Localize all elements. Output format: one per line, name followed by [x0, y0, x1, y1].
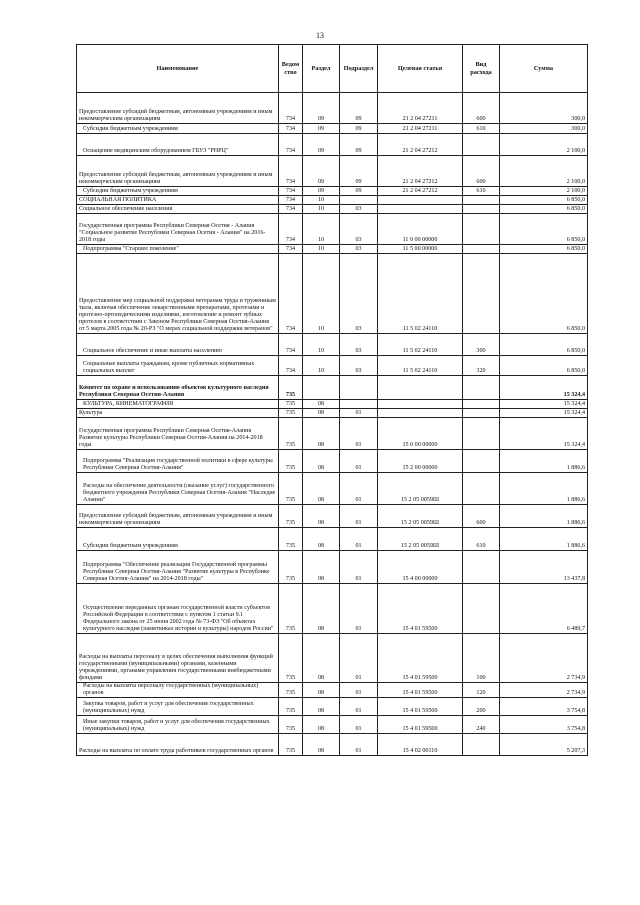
row-name-cell: Социальное обеспечение и иные выплаты населению: [77, 334, 279, 356]
row-name-cell: КУЛЬТУРА, КИНЕМАТОГРАФИЯ: [77, 400, 279, 409]
row-target-cell: 15 4 01 59500: [378, 634, 463, 683]
row-subsection-cell: 01: [340, 634, 378, 683]
table-row: [77, 245, 588, 254]
row-subsection-cell: 01: [340, 528, 378, 551]
row-name-cell: Социальное обеспечение населения: [77, 205, 279, 214]
row-sum-cell: 6 850,0: [500, 356, 588, 376]
row-name-cell: Государственная программа Республики Северная Осетия-Алания Развитие культуры Республики Северная Осетия-Алания на 2014-2018 годы: [77, 418, 279, 450]
row-dept-cell: 734: [279, 187, 303, 196]
row-sum-cell: 6 850,0: [500, 196, 588, 205]
row-section-cell: 08: [303, 584, 340, 634]
row-subsection-cell: 09: [340, 187, 378, 196]
row-dept-cell: 734: [279, 214, 303, 245]
header-section: Раздел: [303, 45, 340, 93]
row-name-cell: Закупка товаров, работ и услуг для обеспечения государственных (муниципальных) нужд: [77, 698, 279, 716]
row-dept-cell: 735: [279, 450, 303, 473]
row-exp-type-cell: [463, 245, 500, 254]
header-name: Наименование: [77, 45, 279, 93]
row-dept-cell: 735: [279, 734, 303, 756]
row-target-cell: 15 4 01 59500: [378, 683, 463, 698]
row-name-cell: Расходы на выплаты персоналу в целях обеспечения выполнения функций государственными (муниципальными) органами, казенными учреждениями, органами управления государственными внебюджетными фондами: [77, 634, 279, 683]
row-section-cell: 09: [303, 134, 340, 156]
row-exp-type-cell: [463, 450, 500, 473]
table-row: [77, 356, 588, 376]
row-dept-cell: 735: [279, 584, 303, 634]
row-section-cell: 10: [303, 196, 340, 205]
header-sum: Сумма: [500, 45, 588, 93]
row-dept-cell: 735: [279, 716, 303, 734]
row-sum-cell: 2 734,9: [500, 634, 588, 683]
row-dept-cell: 735: [279, 505, 303, 528]
row-dept-cell: 734: [279, 124, 303, 134]
row-dept-cell: 735: [279, 376, 303, 400]
table-row: [77, 551, 588, 584]
table-row: [77, 376, 588, 400]
row-sum-cell: 1 886,6: [500, 505, 588, 528]
row-section-cell: [303, 376, 340, 400]
row-exp-type-cell: [463, 214, 500, 245]
row-section-cell: 08: [303, 528, 340, 551]
row-subsection-cell: 09: [340, 156, 378, 187]
row-subsection-cell: 01: [340, 584, 378, 634]
row-sum-cell: 1 886,6: [500, 473, 588, 505]
table-row: [77, 473, 588, 505]
row-target-cell: 11 5 00 00000: [378, 245, 463, 254]
row-name-cell: Государственная программа Республики Северная Осетия - Алания "Социальное развитие Республики Северная Осетия - Алания" на 2016-2018 годы: [77, 214, 279, 245]
row-exp-type-cell: [463, 400, 500, 409]
row-sum-cell: 6 850,0: [500, 254, 588, 334]
table-row: [77, 334, 588, 356]
row-dept-cell: 735: [279, 473, 303, 505]
row-name-cell: Подпрограмма "Обеспечение реализации Государственной программы Республики Северная Осетия-Алания "Развитие культуры в Республике Северная Осетия-Алания" на 2014-2018 годы": [77, 551, 279, 584]
row-sum-cell: 6 850,0: [500, 205, 588, 214]
row-name-cell: Расходы на обеспечение деятельности (оказание услуг) государственного бюджетного учреждения Республики Северная Осетия-Алания "Наследие Алании": [77, 473, 279, 505]
row-exp-type-cell: [463, 134, 500, 156]
row-name-cell: Субсидии бюджетным учреждениям: [77, 528, 279, 551]
row-dept-cell: 734: [279, 196, 303, 205]
header-exp-type: Вид расхода: [463, 45, 500, 93]
row-section-cell: 10: [303, 245, 340, 254]
header-subsection: Подраздел: [340, 45, 378, 93]
row-subsection-cell: 03: [340, 334, 378, 356]
row-name-cell: Подпрограмма "Реализация государственной политики в сфере культуры Республики Северная Осетия-Алания": [77, 450, 279, 473]
row-sum-cell: 13 437,8: [500, 551, 588, 584]
row-dept-cell: 735: [279, 418, 303, 450]
row-section-cell: 09: [303, 93, 340, 124]
row-name-cell: Предоставление субсидий бюджетным, автономным учреждениям и иным некоммерческим организациям: [77, 156, 279, 187]
row-section-cell: 08: [303, 716, 340, 734]
table-row: [77, 418, 588, 450]
row-sum-cell: 1 886,6: [500, 450, 588, 473]
row-subsection-cell: 01: [340, 698, 378, 716]
row-exp-type-cell: 600: [463, 505, 500, 528]
row-subsection-cell: 01: [340, 716, 378, 734]
row-target-cell: 21 2 04 27211: [378, 124, 463, 134]
table-row: [77, 409, 588, 418]
row-target-cell: 11 5 02 24110: [378, 334, 463, 356]
row-sum-cell: 300,0: [500, 124, 588, 134]
row-section-cell: 10: [303, 334, 340, 356]
table-row: [77, 734, 588, 756]
row-name-cell: Осуществление переданных органам государственной власти субъектов Российской Федерации в соответствии с пунктом 1 статьи 9.1 Федерального закона от 25 июня 2002 года № 73-ФЗ "Об объектах культурного наследия (памятниках истории и культуры) народов России": [77, 584, 279, 634]
row-target-cell: 15 4 01 59500: [378, 698, 463, 716]
row-name-cell: Подпрограмма "Старшее поколение": [77, 245, 279, 254]
row-target-cell: 21 2 04 27212: [378, 187, 463, 196]
row-subsection-cell: 01: [340, 409, 378, 418]
row-subsection-cell: 01: [340, 734, 378, 756]
row-dept-cell: 734: [279, 334, 303, 356]
row-subsection-cell: 01: [340, 473, 378, 505]
row-subsection-cell: 01: [340, 683, 378, 698]
table-row: [77, 254, 588, 334]
table-row: [77, 683, 588, 698]
row-sum-cell: 300,0: [500, 93, 588, 124]
table-row: [77, 698, 588, 716]
row-target-cell: 15 0 00 00000: [378, 418, 463, 450]
row-target-cell: 15 4 01 59500: [378, 584, 463, 634]
table-row: [77, 584, 588, 634]
row-section-cell: 10: [303, 214, 340, 245]
row-exp-type-cell: 300: [463, 334, 500, 356]
row-exp-type-cell: [463, 254, 500, 334]
row-exp-type-cell: [463, 734, 500, 756]
row-sum-cell: 6 850,0: [500, 334, 588, 356]
row-exp-type-cell: [463, 409, 500, 418]
row-target-cell: 15 4 00 00000: [378, 551, 463, 584]
row-dept-cell: 734: [279, 245, 303, 254]
row-target-cell: 11 5 02 24110: [378, 356, 463, 376]
row-exp-type-cell: [463, 551, 500, 584]
row-subsection-cell: 03: [340, 214, 378, 245]
row-exp-type-cell: [463, 473, 500, 505]
row-subsection-cell: 01: [340, 551, 378, 584]
table-row: [77, 400, 588, 409]
row-subsection-cell: 03: [340, 205, 378, 214]
row-target-cell: 21 2 04 27212: [378, 156, 463, 187]
row-exp-type-cell: 200: [463, 698, 500, 716]
row-section-cell: 08: [303, 698, 340, 716]
row-name-cell: Субсидии бюджетным учреждениям: [77, 124, 279, 134]
row-section-cell: 08: [303, 683, 340, 698]
row-subsection-cell: [340, 376, 378, 400]
row-name-cell: Иные закупки товаров, работ и услуг для обеспечения государственных (муниципальных) нужд: [77, 716, 279, 734]
row-dept-cell: 735: [279, 409, 303, 418]
row-dept-cell: 734: [279, 205, 303, 214]
row-dept-cell: 734: [279, 254, 303, 334]
table-row: [77, 205, 588, 214]
row-sum-cell: 15 324,4: [500, 400, 588, 409]
table-row: [77, 214, 588, 245]
row-section-cell: 09: [303, 187, 340, 196]
row-name-cell: Расходы на выплаты по оплате труда работников государственных органов: [77, 734, 279, 756]
row-sum-cell: 15 324,4: [500, 409, 588, 418]
table-row: [77, 134, 588, 156]
row-subsection-cell: 09: [340, 124, 378, 134]
row-sum-cell: 2 100,0: [500, 156, 588, 187]
row-exp-type-cell: [463, 418, 500, 450]
row-subsection-cell: 09: [340, 134, 378, 156]
row-name-cell: Комитет по охране и использованию объектов культурного наследия Республики Северная Осетия-Алания: [77, 376, 279, 400]
row-sum-cell: 2 100,0: [500, 134, 588, 156]
row-sum-cell: 5 207,3: [500, 734, 588, 756]
row-exp-type-cell: 610: [463, 124, 500, 134]
row-section-cell: 08: [303, 473, 340, 505]
row-sum-cell: 3 754,8: [500, 698, 588, 716]
table-header-row: [77, 45, 588, 93]
table-row: [77, 156, 588, 187]
table-row: [77, 634, 588, 683]
row-exp-type-cell: 610: [463, 528, 500, 551]
row-target-cell: 15 2 00 00000: [378, 450, 463, 473]
row-target-cell: 11 0 00 00000: [378, 214, 463, 245]
row-dept-cell: 734: [279, 134, 303, 156]
row-target-cell: 21 2 04 27211: [378, 93, 463, 124]
row-exp-type-cell: 100: [463, 634, 500, 683]
row-name-cell: Предоставление субсидий бюджетным, автономным учреждениям и иным некоммерческим организациям: [77, 93, 279, 124]
row-section-cell: 08: [303, 551, 340, 584]
header-target: Целевая статья: [378, 45, 463, 93]
row-dept-cell: 734: [279, 93, 303, 124]
row-target-cell: 15 2 05 0059Ш: [378, 473, 463, 505]
row-subsection-cell: 03: [340, 254, 378, 334]
row-name-cell: Субсидии бюджетным учреждениям: [77, 187, 279, 196]
row-target-cell: [378, 400, 463, 409]
page-number: 13: [316, 31, 324, 40]
row-exp-type-cell: 240: [463, 716, 500, 734]
row-name-cell: Социальные выплаты гражданам, кроме публичных нормативных социальных выплат: [77, 356, 279, 376]
row-dept-cell: 734: [279, 356, 303, 376]
table-row: [77, 716, 588, 734]
row-exp-type-cell: 120: [463, 683, 500, 698]
row-exp-type-cell: 600: [463, 156, 500, 187]
header-dept: Ведом ство: [279, 45, 303, 93]
table-row: [77, 196, 588, 205]
row-sum-cell: 2 734,9: [500, 683, 588, 698]
budget-table: [76, 44, 588, 756]
row-section-cell: 08: [303, 400, 340, 409]
row-dept-cell: 735: [279, 698, 303, 716]
table-row: [77, 124, 588, 134]
row-sum-cell: 6 850,0: [500, 245, 588, 254]
row-sum-cell: 3 754,8: [500, 716, 588, 734]
row-section-cell: 09: [303, 156, 340, 187]
table-row: [77, 505, 588, 528]
row-name-cell: Расходы на выплаты персоналу государственных (муниципальных) органов: [77, 683, 279, 698]
row-target-cell: 21 2 04 27212: [378, 134, 463, 156]
row-name-cell: Предоставление субсидий бюджетным, автономным учреждениям и иным некоммерческим организациям: [77, 505, 279, 528]
table-row: [77, 528, 588, 551]
row-name-cell: Культура: [77, 409, 279, 418]
row-name-cell: Предоставление мер социальной поддержки ветеранам труда и труженикам тыла, включая обеспечение лекарственными препаратами, протезами и протезно-ортопедическими изделиями, изготовление и ремонт зубных протезов в соответствии с Законом Республики Северная Осетия-Алания от 5 марта 2005 года № 20-РЗ "О мерах социальной поддержки ветеранов": [77, 254, 279, 334]
table-row: [77, 93, 588, 124]
row-name-cell: Оснащение медицинским оборудованием ГБУЗ "РНРЦ": [77, 134, 279, 156]
row-subsection-cell: 01: [340, 450, 378, 473]
row-target-cell: 15 2 05 0059Ш: [378, 505, 463, 528]
row-section-cell: 08: [303, 505, 340, 528]
row-sum-cell: 15 324,4: [500, 376, 588, 400]
row-subsection-cell: [340, 196, 378, 205]
row-dept-cell: 735: [279, 528, 303, 551]
row-section-cell: 08: [303, 409, 340, 418]
row-section-cell: 08: [303, 418, 340, 450]
row-exp-type-cell: 610: [463, 187, 500, 196]
row-target-cell: [378, 205, 463, 214]
row-subsection-cell: 03: [340, 356, 378, 376]
row-sum-cell: 6 850,0: [500, 214, 588, 245]
row-target-cell: 15 4 01 59500: [378, 716, 463, 734]
row-target-cell: 15 2 05 0059Ш: [378, 528, 463, 551]
row-name-cell: СОЦИАЛЬНАЯ ПОЛИТИКА: [77, 196, 279, 205]
row-sum-cell: 15 324,4: [500, 418, 588, 450]
row-dept-cell: 735: [279, 551, 303, 584]
row-exp-type-cell: [463, 376, 500, 400]
row-subsection-cell: [340, 400, 378, 409]
row-dept-cell: 735: [279, 400, 303, 409]
row-target-cell: [378, 409, 463, 418]
row-exp-type-cell: 600: [463, 93, 500, 124]
row-sum-cell: 6 489,7: [500, 584, 588, 634]
row-target-cell: 15 4 02 00110: [378, 734, 463, 756]
row-section-cell: 09: [303, 124, 340, 134]
row-section-cell: 10: [303, 254, 340, 334]
row-exp-type-cell: [463, 584, 500, 634]
row-subsection-cell: 09: [340, 93, 378, 124]
row-sum-cell: 1 886,6: [500, 528, 588, 551]
row-section-cell: 08: [303, 734, 340, 756]
row-dept-cell: 734: [279, 156, 303, 187]
row-section-cell: 10: [303, 205, 340, 214]
row-sum-cell: 2 100,0: [500, 187, 588, 196]
row-subsection-cell: 01: [340, 505, 378, 528]
row-target-cell: [378, 196, 463, 205]
row-dept-cell: 735: [279, 634, 303, 683]
row-dept-cell: 735: [279, 683, 303, 698]
row-target-cell: [378, 376, 463, 400]
row-subsection-cell: 01: [340, 418, 378, 450]
row-section-cell: 10: [303, 356, 340, 376]
row-exp-type-cell: [463, 196, 500, 205]
row-exp-type-cell: 320: [463, 356, 500, 376]
row-section-cell: 08: [303, 634, 340, 683]
table-row: [77, 187, 588, 196]
table-row: [77, 450, 588, 473]
row-exp-type-cell: [463, 205, 500, 214]
row-target-cell: 11 5 02 24110: [378, 254, 463, 334]
row-subsection-cell: 03: [340, 245, 378, 254]
row-section-cell: 08: [303, 450, 340, 473]
